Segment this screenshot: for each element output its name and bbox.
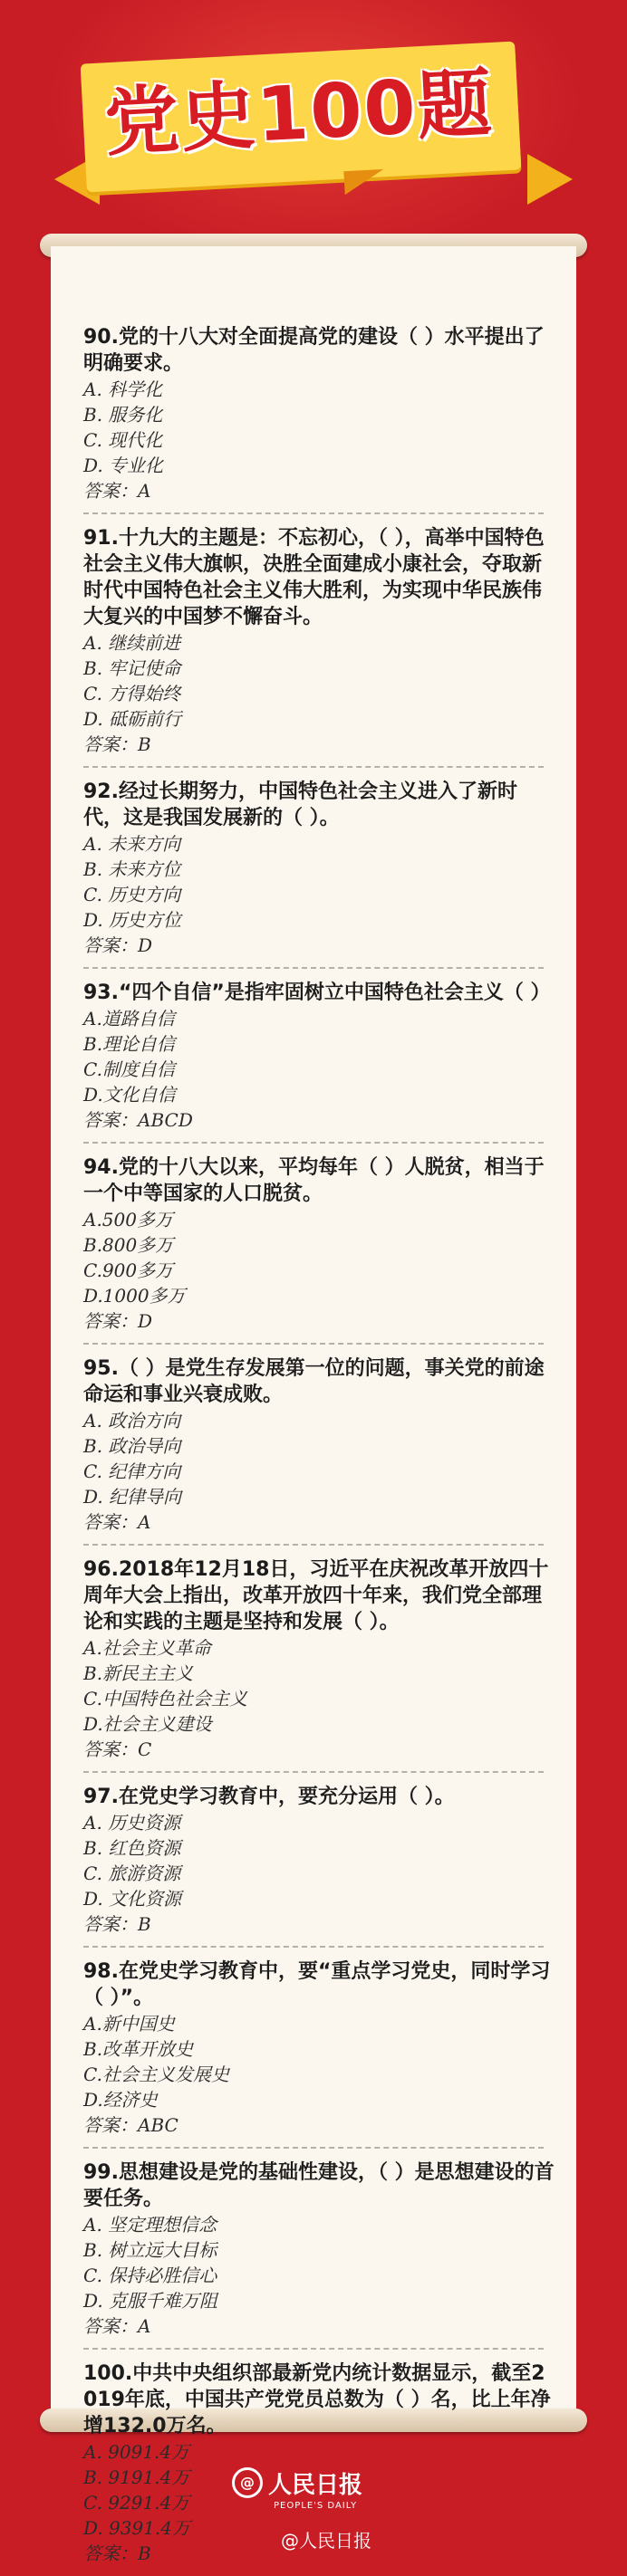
option-c: C.社会主义发展史: [83, 2064, 229, 2085]
question-stem: 100.中共中央组织部最新党内统计数据显示，截至2019年底，中国共产党党员总数为（ ）名，比上年净增132.0万名。: [83, 2362, 551, 2437]
question-divider: [83, 2147, 544, 2149]
question-98: [83, 1958, 555, 2138]
option-d: D. 纪律导向: [83, 1486, 182, 1508]
title-banner: [0, 0, 627, 272]
ribbon-tail-right: [527, 154, 573, 205]
option-b: B.理论自信: [83, 1033, 176, 1055]
option-a: A. 历史资源: [83, 1812, 181, 1834]
option-a: A. 政治方向: [83, 1410, 181, 1432]
option-a: A. 科学化: [83, 378, 163, 400]
option-d: D. 砥砺前行: [83, 708, 182, 730]
question-stem: 97.在党史学习教育中，要充分运用（ ）。: [83, 1786, 455, 1808]
option-a: A. 9091.4万: [83, 2441, 190, 2463]
question-stem: 90.党的十八大对全面提高党的建设（ ）水平提出了明确要求。: [83, 326, 545, 375]
answer: 答案：B: [83, 2542, 151, 2564]
option-a: A. 继续前进: [83, 632, 181, 654]
question-91: [83, 525, 555, 757]
option-a: A. 未来方向: [83, 833, 181, 855]
question-99: [83, 2159, 555, 2339]
question-94: [83, 1154, 555, 1334]
option-d: D. 9391.4万: [83, 2517, 191, 2539]
option-c: C. 现代化: [83, 429, 163, 451]
option-d: D. 专业化: [83, 455, 164, 476]
option-a: A.500多万: [83, 1209, 173, 1231]
question-93: [83, 980, 555, 1133]
question-divider: [83, 1771, 544, 1773]
question-stem: 95.（ ）是党生存发展第一位的问题，事关党的前途命运和事业兴衰成败。: [83, 1357, 545, 1406]
option-b: B. 政治导向: [83, 1435, 181, 1457]
question-stem: 93.“四个自信”是指牢固树立中国特色社会主义（ ）: [83, 982, 551, 1004]
question-divider: [83, 2348, 544, 2350]
answer: 答案：B: [83, 733, 151, 755]
option-b: B.改革开放史: [83, 2038, 194, 2060]
question-95: [83, 1355, 555, 1535]
answer: 答案：D: [83, 1310, 153, 1332]
option-b: B.800多万: [83, 1234, 174, 1256]
option-b: B.新民主主义: [83, 1662, 194, 1684]
option-c: C. 纪律方向: [83, 1460, 181, 1482]
weibo-handle: @人民日报: [281, 2530, 371, 2552]
question-divider: [83, 1343, 544, 1345]
question-97: [83, 1784, 555, 1937]
answer: 答案：A: [83, 480, 151, 502]
answer: 答案：A: [83, 1511, 151, 1533]
option-a: A. 坚定理想信念: [83, 2214, 217, 2236]
ribbon-fold: [343, 169, 384, 195]
option-b: B. 服务化: [83, 404, 163, 426]
answer: 答案：ABCD: [83, 1109, 193, 1131]
answer: 答案：D: [83, 934, 153, 956]
question-stem: 92.经过长期努力，中国特色社会主义进入了新时代，这是我国发展新的（ ）。: [83, 780, 517, 829]
logo-text: 人民日报: [268, 2471, 363, 2499]
question-stem: 96.2018年12月18日，习近平在庆祝改革开放四十周年大会上指出，改革开放四十年来，我们党全部理论和实践的主题是坚持和发展（ ）。: [83, 1558, 549, 1633]
option-c: C. 方得始终: [83, 683, 181, 704]
question-divider: [83, 766, 544, 768]
weibo-icon: @: [232, 2467, 263, 2498]
option-a: A.道路自信: [83, 1008, 175, 1029]
option-c: C.中国特色社会主义: [83, 1688, 247, 1709]
option-c: C. 保持必胜信心: [83, 2265, 217, 2286]
option-c: C.制度自信: [83, 1058, 175, 1080]
option-d: D.经济史: [83, 2089, 158, 2111]
question-divider: [83, 1142, 544, 1144]
question-divider: [83, 1946, 544, 1948]
option-a: A.新中国史: [83, 2013, 175, 2035]
option-b: B. 牢记使命: [83, 657, 181, 679]
question-stem: 98.在党史学习教育中，要“重点学习党史，同时学习（ ）”。: [83, 1960, 551, 2009]
option-c: C. 9291.4万: [83, 2492, 190, 2514]
option-d: D.文化自信: [83, 1084, 176, 1106]
option-d: D.1000多万: [83, 1285, 186, 1307]
question-divider: [83, 512, 544, 514]
option-b: B. 树立远大目标: [83, 2239, 217, 2261]
option-d: D.社会主义建设: [83, 1713, 212, 1735]
option-a: A.社会主义革命: [83, 1637, 211, 1659]
peoples-daily-logo: [232, 2465, 400, 2501]
question-divider: [83, 967, 544, 969]
answer: 答案：B: [83, 1913, 151, 1935]
option-d: D. 文化资源: [83, 1888, 182, 1910]
option-d: D. 克服千难万阻: [83, 2290, 218, 2312]
answer: 答案：ABC: [83, 2114, 178, 2136]
question-divider: [83, 1544, 544, 1546]
option-b: B. 9191.4万: [83, 2466, 190, 2488]
question-96: [83, 1556, 555, 1762]
option-c: C.900多万: [83, 1259, 174, 1281]
option-b: B. 未来方位: [83, 858, 181, 880]
question-92: [83, 779, 555, 958]
logo-subtitle: PEOPLE'S DAILY: [274, 2501, 358, 2511]
answer: 答案：A: [83, 2315, 151, 2337]
option-d: D. 历史方位: [83, 909, 182, 931]
answer: 答案：C: [83, 1738, 152, 1760]
page-title: 党史100题: [102, 60, 496, 168]
question-90: [83, 324, 555, 503]
option-c: C. 旅游资源: [83, 1863, 181, 1884]
option-c: C. 历史方向: [83, 884, 181, 905]
question-stem: 94.党的十八大以来，平均每年（ ）人脱贫，相当于一个中等国家的人口脱贫。: [83, 1156, 545, 1205]
option-b: B. 红色资源: [83, 1837, 181, 1859]
question-stem: 99.思想建设是党的基础性建设，（ ）是思想建设的首要任务。: [83, 2161, 555, 2210]
question-stem: 91.十九大的主题是：不忘初心，（ ），高举中国特色社会主义伟大旗帜，决胜全面建成小康社会，夺取新时代中国特色社会主义伟大胜利，为实现中华民族伟大复兴的中国梦不懈奋斗。: [83, 527, 545, 628]
